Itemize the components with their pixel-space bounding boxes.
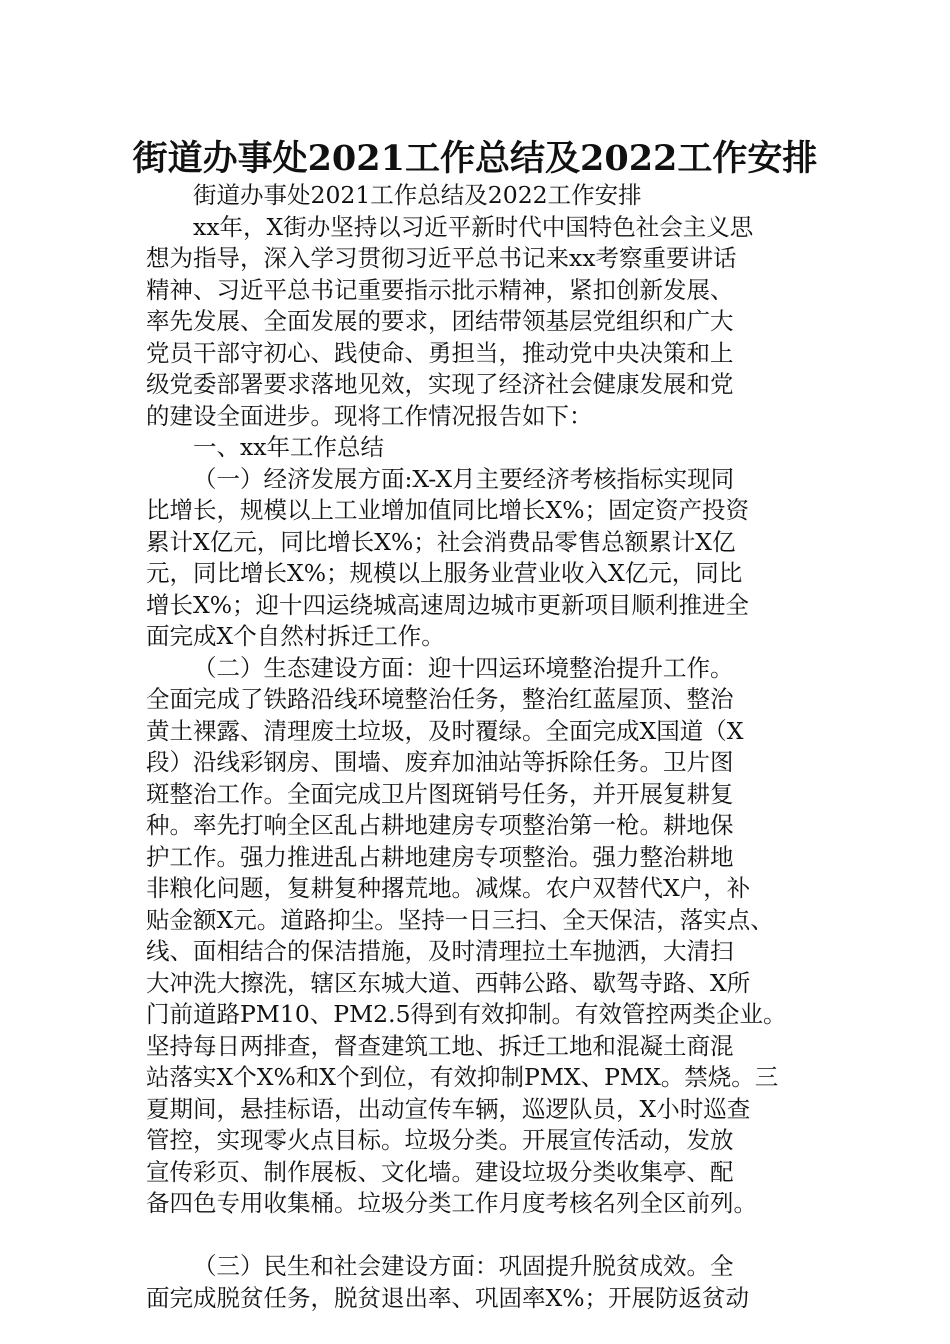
- paragraph-line: 段）沿线彩钢房、围墙、废弃加油站等拆除任务。卫片图: [146, 748, 734, 776]
- paragraph-line: 面完成X个自然村拆迁工作。: [146, 622, 445, 650]
- paragraph-line: 精神、习近平总书记重要指示批示精神，紧扣创新发展、: [146, 275, 734, 304]
- paragraph-line: 党员干部守初心、践使命、勇担当，推动党中央决策和上: [146, 338, 734, 367]
- paragraph-line: 大冲洗大擦洗，辖区东城大道、西韩公路、歇驾寺路、X所: [146, 968, 751, 997]
- paragraph-line: 坚持每日两排查，督查建筑工地、拆迁工地和混凝土商混: [146, 1031, 734, 1060]
- paragraph-line: 比增长，规模以上工业增加值同比增长X%；固定资产投资: [146, 496, 750, 524]
- paragraph-line: 的建设全面进步。现将工作情况报告如下：: [146, 401, 593, 430]
- paragraph-line: 非粮化问题，复耕复种撂荒地。减煤。农户双替代X户，补: [146, 874, 751, 902]
- paragraph-line: 一、xx年工作总结: [193, 433, 385, 461]
- paragraph-line: 宣传彩页、制作展板、文化墙。建设垃圾分类收集亭、配: [146, 1157, 734, 1186]
- paragraph-line: 护工作。强力推进乱占耕地建房专项整治。强力整治耕地: [146, 842, 734, 871]
- paragraph-line: 街道办事处2021工作总结及2022工作安排: [193, 181, 642, 209]
- paragraph-line: 率先发展、全面发展的要求，团结带领基层党组织和广大: [146, 307, 734, 335]
- paragraph-line: 累计X亿元，同比增长X%；社会消费品零售总额累计X亿: [146, 527, 736, 556]
- paragraph-line: （三）民生和社会建设方面：巩固提升脱贫成效。全: [193, 1252, 734, 1280]
- paragraph-line: （二）生态建设方面：迎十四运环境整治提升工作。: [193, 653, 734, 682]
- paragraph-line: 备四色专用收集桶。垃圾分类工作月度考核名列全区前列。: [146, 1189, 757, 1217]
- document-title: 街道办事处2021工作总结及2022工作安排: [132, 138, 818, 179]
- paragraph-line: 黄土裸露、清理废土垃圾，及时覆绿。全面完成X国道（X: [146, 716, 744, 745]
- paragraph-line: 想为指导，深入学习贯彻习近平总书记来xx考察重要讲话: [146, 244, 737, 272]
- paragraph-line: 贴金额X元。道路抑尘。坚持一日三扫、全天保洁，落实点、: [146, 905, 774, 934]
- paragraph-line: 夏期间，悬挂标语，出动宣传车辆，巡逻队员，X小时巡查: [146, 1094, 751, 1123]
- paragraph-line: 种。率先打响全区乱占耕地建房专项整治第一枪。耕地保: [146, 811, 734, 839]
- paragraph-line: 面完成脱贫任务，脱贫退出率、巩固率X%；开展防返贫动: [146, 1283, 750, 1312]
- paragraph-line: 斑整治工作。全面完成卫片图斑销号任务，并开展复耕复: [146, 779, 734, 808]
- paragraph-line: 全面完成了铁路沿线环境整治任务，整治红蓝屋顶、整治: [146, 685, 734, 713]
- paragraph-line: 元，同比增长X%；规模以上服务业营业收入X亿元，同比: [146, 559, 743, 587]
- paragraph-line: xx年，X街办坚持以习近平新时代中国特色社会主义思: [193, 212, 754, 241]
- paragraph-line: 线、面相结合的保洁措施，及时清理拉土车抛洒，大清扫: [146, 937, 734, 965]
- paragraph-line: 增长X%；迎十四运绕城高速周边城市更新项目顺利推进全: [146, 590, 750, 619]
- paragraph-line: 管控，实现零火点目标。垃圾分类。开展宣传活动，发放: [146, 1126, 734, 1154]
- paragraph-line: （一）经济发展方面:X-X月主要经济考核指标实现同: [193, 464, 735, 493]
- paragraph-line: 门前道路PM10、PM2.5得到有效抑制。有效管控两类企业。: [146, 1000, 787, 1028]
- document-body: [146, 180, 826, 1314]
- paragraph-line: 站落实X个X%和X个到位，有效抑制PMX、PMX。禁烧。三: [146, 1063, 779, 1091]
- blank-line: [146, 1220, 826, 1252]
- paragraph-line: 级党委部署要求落地见效，实现了经济社会健康发展和党: [146, 370, 734, 398]
